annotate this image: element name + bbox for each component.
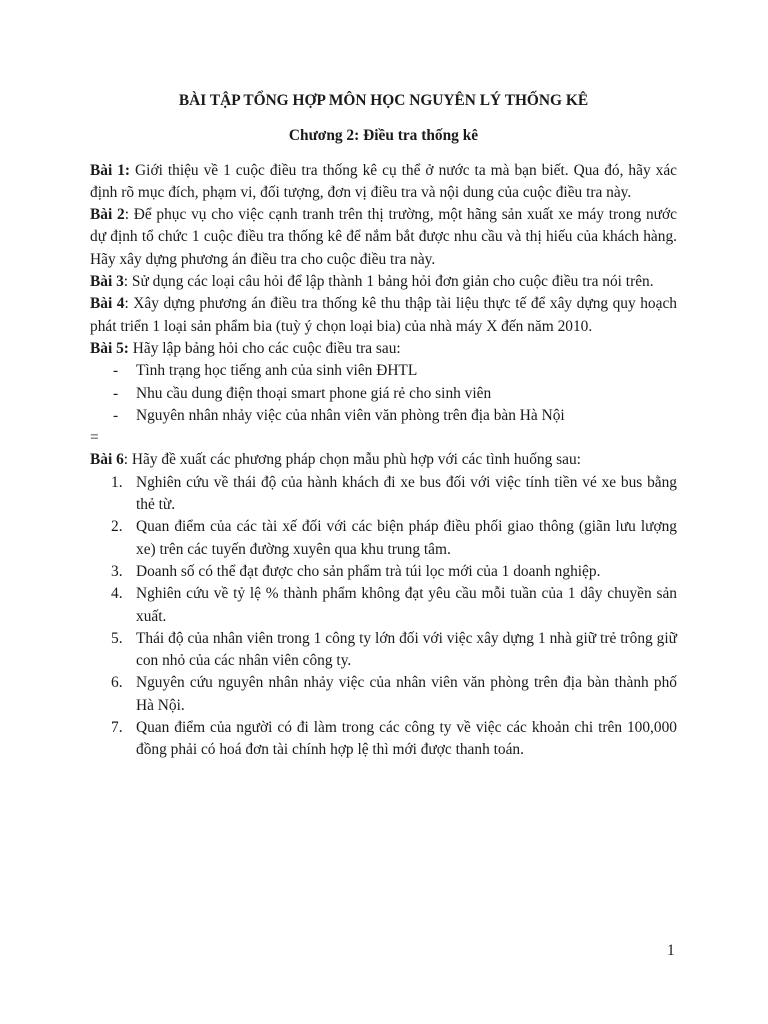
list-marker: - <box>113 406 119 424</box>
list-item <box>90 472 677 517</box>
exercise-text: Giới thiệu về 1 cuộc điều tra thống kê cụ thể ở nước ta mà bạn biết. Qua đó, hãy xác định rõ mục đích, phạm vi, đối tượng, đơn vị điều tra và nội dung của cuộc điều tra này. <box>90 161 678 201</box>
list-number: 1. <box>111 473 123 491</box>
list-item <box>90 383 677 405</box>
list-item-text: Quan điểm của người có đi làm trong các công ty về việc các khoản chi trên 100,000 đồng phải có hoá đơn tài chính hợp lệ thì mới được thanh toán. <box>136 719 677 759</box>
document-title: BÀI TẬP TỔNG HỢP MÔN HỌC NGUYÊN LÝ THỐNG KÊ <box>178 92 589 109</box>
list-item-text: Nghiên cứu về tỷ lệ % thành phẩm không đạt yêu cầu mỗi tuần của 1 dây chuyền sản xuất. <box>136 585 677 625</box>
exercise-label: Bài 6 <box>90 451 124 469</box>
exercise-label: Bài 5: <box>90 339 129 357</box>
list-item <box>90 561 677 583</box>
exercise-2 <box>90 204 677 271</box>
list-item <box>90 628 677 673</box>
document-page <box>90 90 677 762</box>
list-number: 2. <box>111 518 123 536</box>
chapter-heading: Chương 2: Điều tra thống kê <box>288 127 479 145</box>
list-item <box>90 360 677 382</box>
exercise-5-list <box>90 360 677 427</box>
exercise-4 <box>90 293 677 338</box>
list-number: 4. <box>111 585 123 603</box>
exercise-label: Bài 4 <box>90 295 125 313</box>
list-item-text: Nhu cầu dung điện thoại smart phone giá rẻ cho sinh viên <box>136 384 492 402</box>
list-item-text: Nghiên cứu về thái độ của hành khách đi xe bus đối với việc tính tiền vé xe bus bằng thẻ từ. <box>136 473 677 514</box>
list-number: 3. <box>111 562 123 580</box>
exercise-text: Hãy lập bảng hỏi cho các cuộc điều tra sau: <box>128 339 401 357</box>
list-item-text: Nguyên cứu nguyên nhân nhảy việc của nhân viên văn phòng trên địa bàn thành phố Hà Nội. <box>136 674 677 714</box>
list-item <box>90 672 677 717</box>
list-item <box>90 516 677 561</box>
exercise-1 <box>90 160 677 205</box>
stray-mark: = <box>90 429 99 447</box>
exercise-text: : Xây dựng phương án điều tra thống kê thu thập tài liệu thực tế để xây dựng quy hoạch phát triển 1 loại sản phẩm bia (tuỳ ý chọn loại bia) của nhà máy X đến năm 2010. <box>90 295 677 335</box>
exercise-3 <box>90 271 677 293</box>
exercise-label: Bài 1: <box>90 161 131 179</box>
exercise-text: : Sử dụng các loại câu hỏi để lập thành 1 bảng hỏi đơn giản cho cuộc điều tra nói trên. <box>123 273 654 291</box>
list-marker: - <box>113 384 119 402</box>
list-item-text: Nguyên nhân nhảy việc của nhân viên văn phòng trên địa bàn Hà Nội <box>136 406 565 424</box>
list-marker: - <box>113 362 119 380</box>
page-number: 1 <box>667 942 675 959</box>
list-item-text: Tình trạng học tiếng anh của sinh viên ĐHTL <box>136 362 418 380</box>
exercise-label: Bài 2 <box>90 206 125 224</box>
list-item <box>90 717 677 762</box>
list-item-text: Thái độ của nhân viên trong 1 công ty lớn đối với việc xây dựng 1 nhà giữ trẻ trông giữ con nhỏ của các nhân viên công ty. <box>136 629 677 670</box>
exercise-text: : Để phục vụ cho việc cạnh tranh trên thị trường, một hãng sản xuất xe máy trong nước dự định tổ chức 1 cuộc điều tra thống kê để nắm bắt được nhu cầu và thị hiếu của khách hàng. Hãy xây dựng phương án điều tra cho cuộc điều tra này. <box>90 206 677 268</box>
exercise-5 <box>90 338 677 360</box>
list-number: 7. <box>111 719 123 737</box>
list-item-text: Doanh số có thể đạt được cho sản phẩm trà túi lọc mới của 1 doanh nghiệp. <box>136 562 601 580</box>
exercise-text: : Hãy đề xuất các phương pháp chọn mẫu phù hợp với các tình huống sau: <box>123 451 581 469</box>
list-item <box>90 583 677 628</box>
list-number: 6. <box>111 674 123 692</box>
exercise-6-list <box>90 472 677 762</box>
exercise-6 <box>90 449 677 471</box>
list-item-text: Quan điểm của các tài xế đối với các biện pháp điều phối giao thông (giãn lưu lượng xe) trên các tuyến đường xuyên qua khu trung tâm. <box>136 518 677 558</box>
exercise-label: Bài 3 <box>90 273 124 291</box>
list-item <box>90 405 677 427</box>
list-number: 5. <box>111 629 123 647</box>
